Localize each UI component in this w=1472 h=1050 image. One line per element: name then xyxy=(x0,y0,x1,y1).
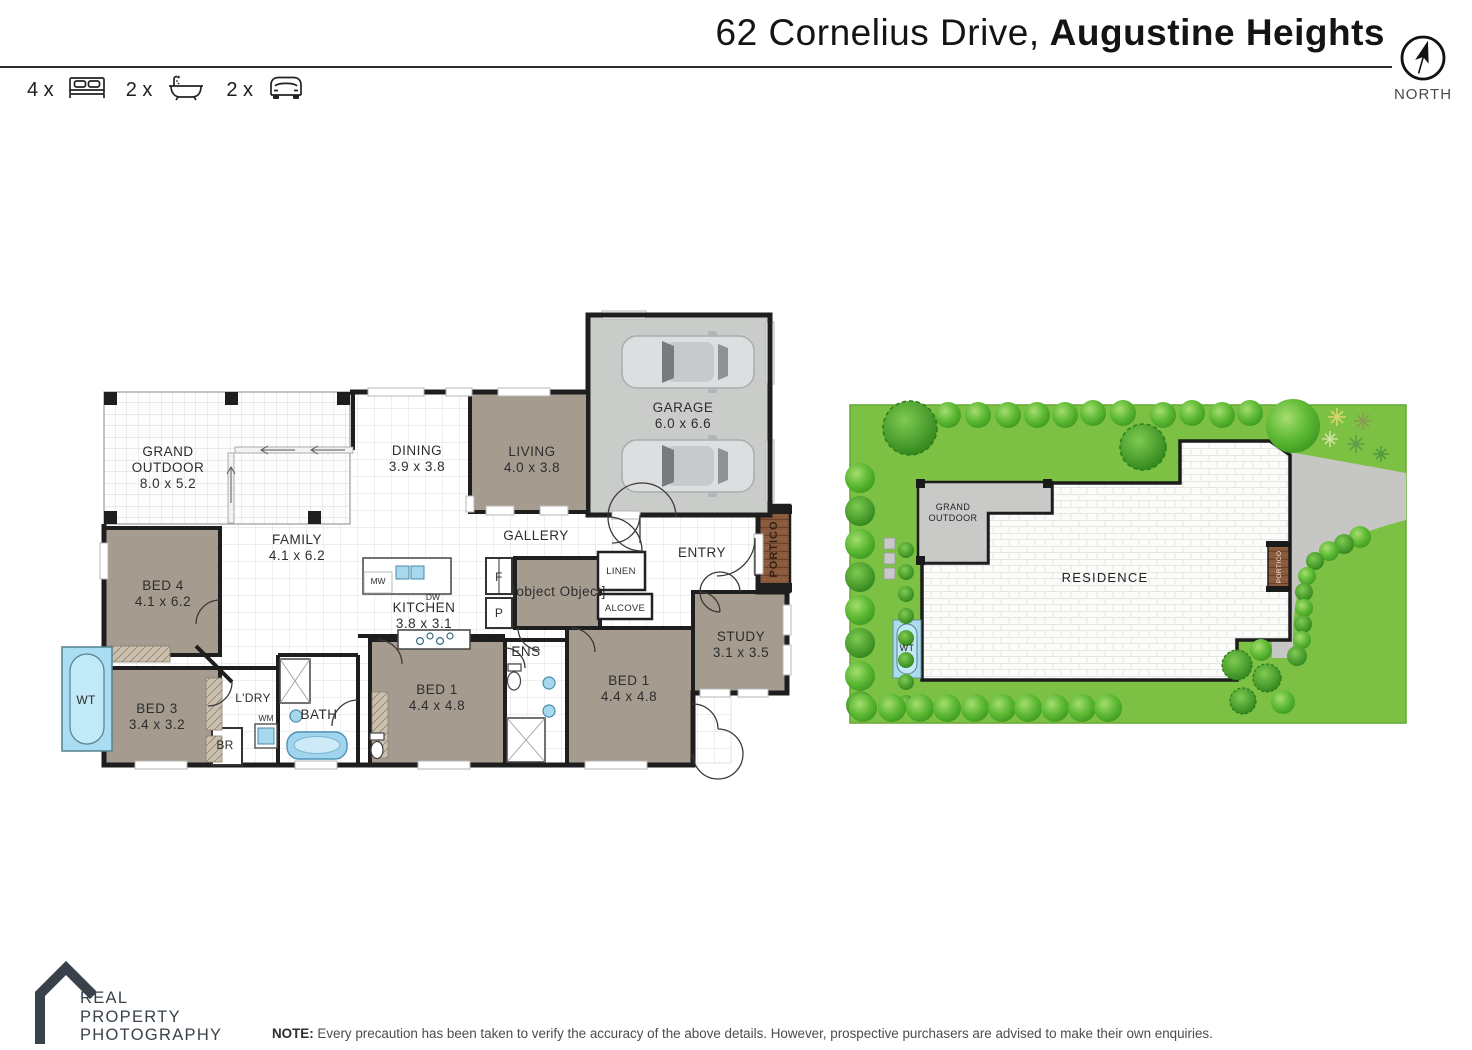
bed1-right-label: BED 1 xyxy=(608,673,650,688)
study-dims: 3.1 x 3.5 xyxy=(712,645,770,660)
kitchen-label: KITCHEN xyxy=(392,600,456,615)
bath-count: 2 x xyxy=(125,78,153,101)
wm-label: WM xyxy=(258,713,274,723)
address-street: 62 Cornelius Drive, xyxy=(715,12,1040,53)
bed3-label: BED 3 xyxy=(136,701,178,716)
wt-label: WT xyxy=(76,693,96,707)
site-portico-label: PORTICO xyxy=(1276,550,1283,584)
br-label: BR xyxy=(216,738,234,752)
dining-label: DINING xyxy=(391,443,443,458)
kitchen-dims: 3.8 x 3.1 xyxy=(395,616,453,631)
gallery-label: GALLERY xyxy=(503,528,569,543)
bed-count: 4 x xyxy=(27,78,54,101)
bath-icon xyxy=(165,74,207,106)
disclaimer-note xyxy=(272,1026,1272,1041)
garage-dims: 6.0 x 6.6 xyxy=(654,416,712,431)
grand-outdoor-label2: OUTDOOR xyxy=(131,460,205,475)
grand-outdoor-patio xyxy=(104,392,350,524)
bed3-dims: 3.4 x 3.2 xyxy=(128,717,186,732)
logo-line-1: REAL xyxy=(80,989,129,1007)
site-wt-label: WT xyxy=(899,643,915,653)
bed1-center-dims: 4.4 x 4.8 xyxy=(408,698,466,713)
north-label: NORTH xyxy=(1393,86,1453,103)
car-count: 2 x xyxy=(226,78,254,101)
note-label: NOTE: xyxy=(272,1026,314,1041)
car-1 xyxy=(622,331,754,393)
dining-dims: 3.9 x 3.8 xyxy=(388,459,446,474)
wc-fixture xyxy=(370,733,384,759)
logo-line-3: PHOTOGRAPHY xyxy=(80,1026,223,1044)
site-grand-outdoor-label: GRAND xyxy=(935,502,971,512)
linen-label: LINEN xyxy=(606,566,636,577)
family-label: FAMILY xyxy=(271,532,323,547)
portico-label: PORTICO xyxy=(768,520,780,578)
living-label: LIVING xyxy=(508,444,556,459)
garage-label: GARAGE xyxy=(652,400,714,415)
bath-label: BATH xyxy=(300,707,338,722)
alcove-label: ALCOVE xyxy=(604,603,646,614)
bed1-right-dims: 4.4 x 4.8 xyxy=(600,689,658,704)
ens-label: ENS xyxy=(511,644,541,659)
property-stats xyxy=(27,74,312,106)
floor-plan xyxy=(62,311,792,779)
bed-icon xyxy=(67,74,107,106)
site-grand-outdoor-label2: OUTDOOR xyxy=(928,513,978,523)
site-plan xyxy=(845,399,1406,723)
living-dims: 4.0 x 3.8 xyxy=(503,460,561,475)
header-divider xyxy=(0,66,1392,68)
fridge-label: F xyxy=(495,570,503,584)
logo-line-2: PROPERTY xyxy=(80,1007,181,1026)
mw-label: MW xyxy=(370,576,386,586)
ldry-label: L'DRY xyxy=(235,691,271,705)
study-label: STUDY xyxy=(716,629,766,644)
cooktop xyxy=(398,630,470,649)
utility-boxes xyxy=(884,538,895,579)
car-2 xyxy=(622,435,754,497)
grand-outdoor-label: GRAND xyxy=(142,444,194,459)
site-residence-label: RESIDENCE xyxy=(1061,570,1149,585)
bed4-label: BED 4 xyxy=(142,578,184,593)
pantry-label: P xyxy=(494,606,504,620)
car-icon xyxy=(266,74,306,106)
wir-label: [object Object] xyxy=(512,584,606,599)
bed1-center-label: BED 1 xyxy=(416,682,458,697)
grand-outdoor-dims: 8.0 x 5.2 xyxy=(139,476,197,491)
family-dims: 4.1 x 6.2 xyxy=(268,548,326,563)
dw-label: DW xyxy=(425,592,441,602)
address-suburb: Augustine Heights xyxy=(1049,12,1385,53)
north-arrow-icon xyxy=(1392,28,1454,95)
entry-label: ENTRY xyxy=(677,545,727,560)
note-text: Every precaution has been taken to verify the accuracy of the above details. However, prospective purchasers are advised to make their own enquiries. xyxy=(317,1026,1213,1041)
page-title xyxy=(716,12,1385,54)
rpp-logo-text xyxy=(80,989,222,1045)
bed4-dims: 4.1 x 6.2 xyxy=(134,594,192,609)
